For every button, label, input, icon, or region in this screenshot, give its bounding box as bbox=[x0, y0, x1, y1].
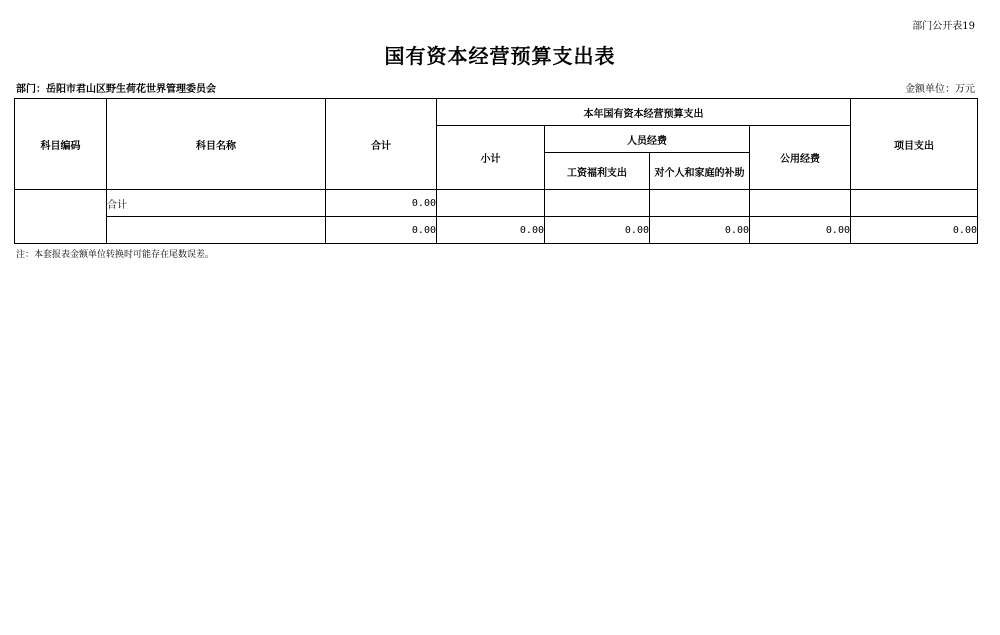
cell-salary: 0.00 bbox=[545, 217, 650, 244]
cell-public bbox=[750, 190, 851, 217]
header-code: 科目编码 bbox=[15, 99, 107, 190]
cell-salary bbox=[545, 190, 650, 217]
header-group: 本年国有资本经营预算支出 bbox=[437, 99, 851, 126]
header-salary: 工资福利支出 bbox=[545, 153, 650, 190]
page-title: 国有资本经营预算支出表 bbox=[384, 44, 616, 68]
cell-code bbox=[15, 190, 107, 244]
table-row bbox=[15, 217, 978, 244]
header-project: 项目支出 bbox=[851, 99, 978, 190]
cell-project bbox=[851, 190, 978, 217]
cell-project: 0.00 bbox=[851, 217, 978, 244]
header-subsidy: 对个人和家庭的补助 bbox=[650, 153, 750, 190]
form-number: 部门公开表19 bbox=[912, 21, 975, 32]
cell-subsidy: 0.00 bbox=[650, 217, 750, 244]
department-label: 部门：岳阳市君山区野生荷花世界管理委员会 bbox=[16, 84, 216, 95]
header-personnel: 人员经费 bbox=[545, 126, 750, 153]
header-name: 科目名称 bbox=[107, 99, 326, 190]
cell-subsidy bbox=[650, 190, 750, 217]
cell-total: 0.00 bbox=[326, 190, 437, 217]
table-row bbox=[15, 190, 978, 217]
budget-table bbox=[14, 98, 978, 244]
header-public: 公用经费 bbox=[750, 126, 851, 190]
cell-subtotal: 0.00 bbox=[437, 217, 545, 244]
footnote: 注：本套报表金额单位转换时可能存在尾数误差。 bbox=[16, 250, 215, 260]
cell-subtotal bbox=[437, 190, 545, 217]
cell-name: 合计 bbox=[107, 190, 326, 217]
cell-name bbox=[107, 217, 326, 244]
amount-unit-label: 金额单位：万元 bbox=[905, 84, 975, 95]
header-subtotal: 小计 bbox=[437, 126, 545, 190]
header-total: 合计 bbox=[326, 99, 437, 190]
cell-public: 0.00 bbox=[750, 217, 851, 244]
cell-total: 0.00 bbox=[326, 217, 437, 244]
